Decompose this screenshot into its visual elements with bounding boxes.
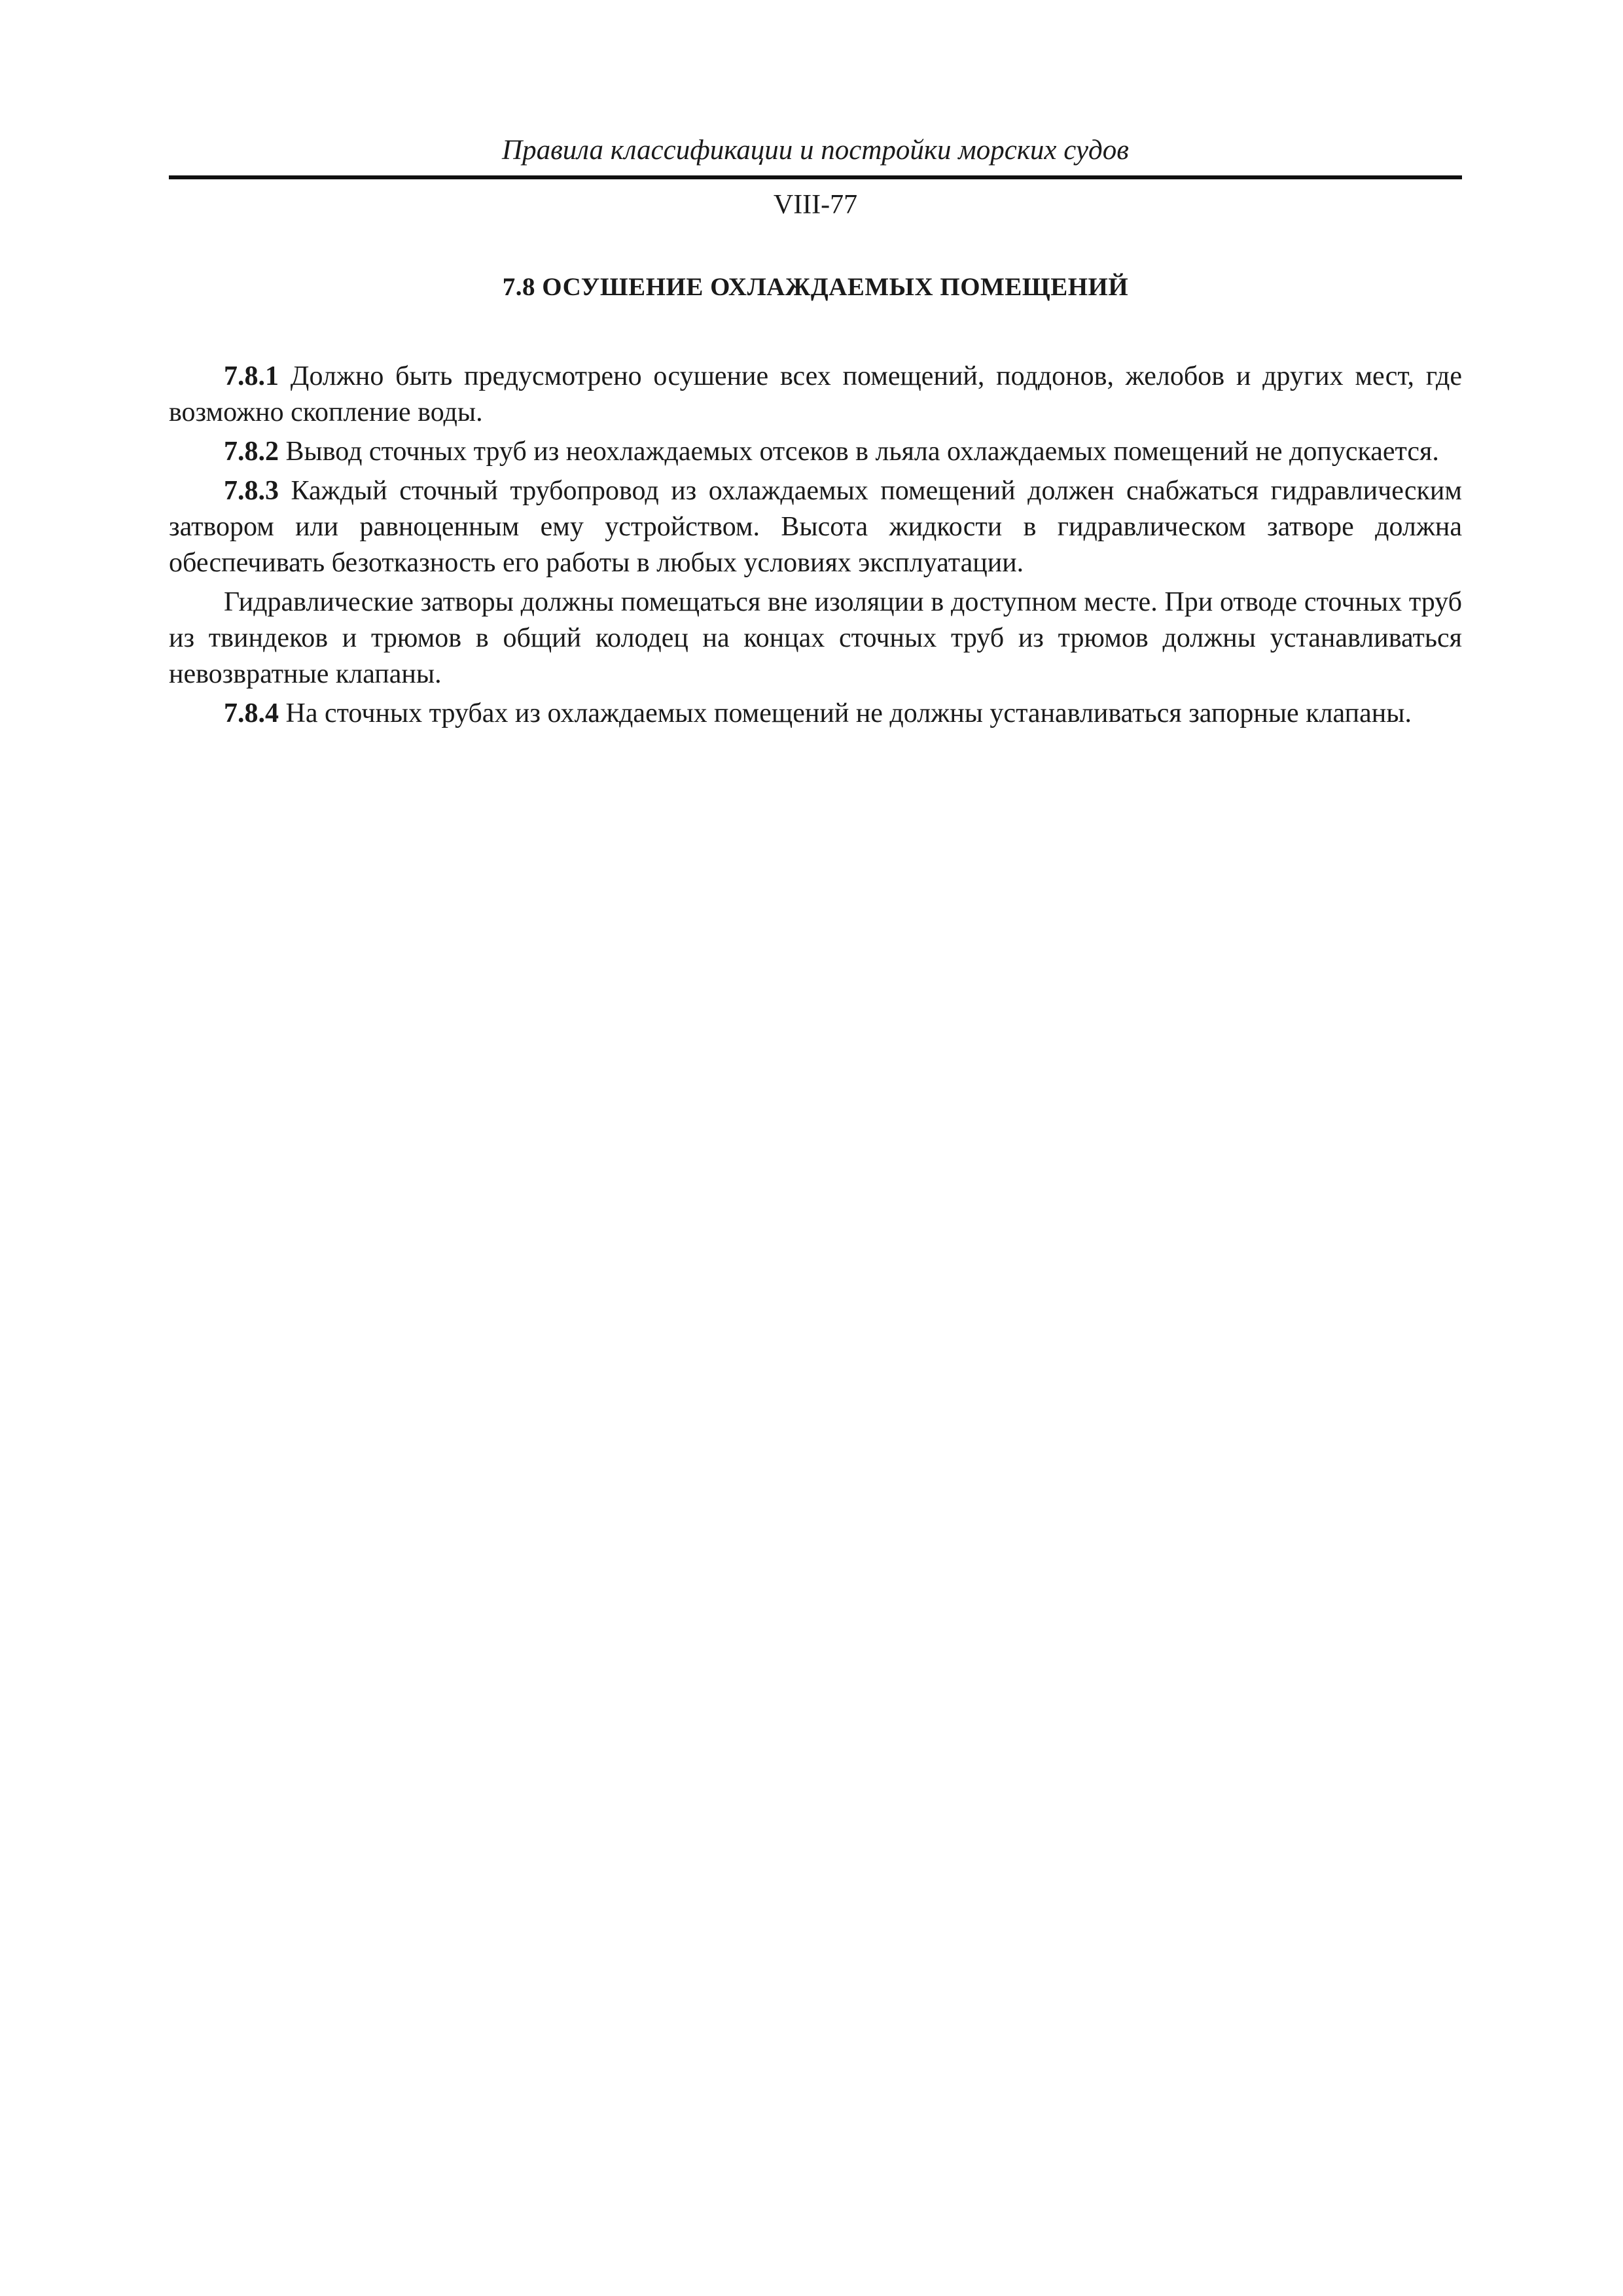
paragraph-text: Должно быть предусмотрено осушение всех помещений, поддонов, желобов и других мест, где возможно скопление воды. xyxy=(169,361,1462,427)
paragraph-7-8-3 xyxy=(169,473,1462,581)
section-title: 7.8 ОСУШЕНИЕ ОХЛАЖДАЕМЫХ ПОМЕЩЕНИЙ xyxy=(502,273,1129,301)
paragraph-text: На сточных трубах из охлаждаемых помещений не должны устанавливаться запорные клапаны. xyxy=(279,698,1412,728)
clause-number: 7.8.4 xyxy=(224,698,279,728)
header-rule xyxy=(169,175,1462,179)
paragraph-7-8-3-continued xyxy=(169,584,1462,692)
paragraph-7-8-2 xyxy=(169,434,1462,470)
clause-number: 7.8.1 xyxy=(224,361,279,391)
paragraph-7-8-4 xyxy=(169,696,1462,732)
running-header: Правила классификации и постройки морских судов xyxy=(502,135,1129,166)
paragraph-7-8-1 xyxy=(169,359,1462,431)
page-number: VIII-77 xyxy=(773,190,858,220)
clause-number: 7.8.2 xyxy=(224,437,279,467)
clause-number: 7.8.3 xyxy=(224,476,279,506)
section-body xyxy=(169,359,1462,735)
paragraph-text: Гидравлические затворы должны помещаться вне изоляции в доступном месте. При отводе сточных труб из твиндеков и трюмов в общий колодец на концах сточных труб из трюмов должны устанавливаться невозвратные клапаны. xyxy=(169,587,1462,689)
paragraph-text: Каждый сточный трубопровод из охлаждаемых помещений должен снабжаться гидравлическим затвором или равноценным ему устройством. Высота жидкости в гидравлическом затворе должна обеспечивать безотказность его работы в любых условиях эксплуатации. xyxy=(169,476,1462,578)
paragraph-text: Вывод сточных труб из неохлаждаемых отсеков в льяла охлаждаемых помещений не допускается. xyxy=(279,437,1439,467)
